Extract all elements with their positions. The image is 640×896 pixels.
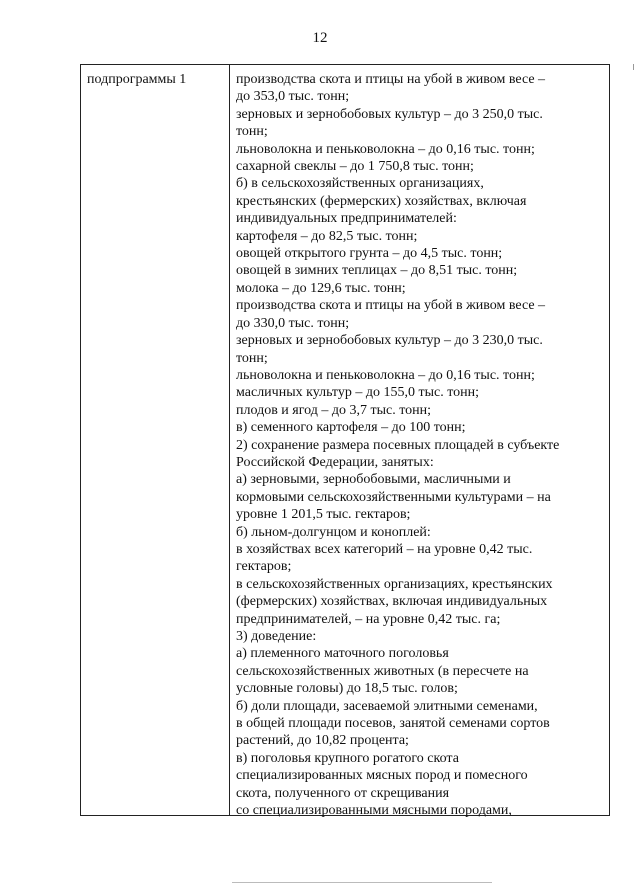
- scan-edge-mark: [633, 64, 634, 70]
- text-line: картофеля – до 82,5 тыс. тонн;: [236, 228, 418, 244]
- text-line: зерновых и зернобобовых культур – до 3 250,0 тыс.: [236, 106, 543, 122]
- text-line: 3) доведение:: [236, 629, 317, 644]
- left-cell-label: подпрограммы 1: [87, 72, 187, 87]
- text-line: в общей площади посевов, занятой семенами сортов: [236, 716, 550, 732]
- text-line: предпринимателей, – на уровне 0,42 тыс. га;: [236, 611, 501, 627]
- text-line: а) зерновыми, зернобобовыми, масличными и: [236, 472, 511, 488]
- text-line: в) поголовья крупного рогатого скота: [236, 750, 459, 766]
- text-line: гектаров;: [236, 559, 292, 575]
- text-line: Российской Федерации, занятых:: [236, 454, 434, 470]
- text-line: тонн;: [236, 350, 268, 366]
- text-line: (фермерских) хозяйствах, включая индивидуальных: [236, 594, 548, 610]
- right-cell-text: [236, 71, 606, 819]
- text-line: уровне 1 201,5 тыс. гектаров;: [236, 507, 411, 523]
- text-line: б) в сельскохозяйственных организациях,: [236, 176, 484, 192]
- text-line: скота, полученного от скрещивания: [236, 785, 450, 801]
- page-number: 12: [312, 30, 328, 46]
- text-line: льноволокна и пеньковолокна – до 0,16 тыс. тонн;: [236, 367, 535, 383]
- text-line: производства скота и птицы на убой в живом весе –: [236, 298, 546, 314]
- text-line: плодов и ягод – до 3,7 тыс. тонн;: [236, 402, 432, 418]
- text-line: овощей в зимних теплицах – до 8,51 тыс. тонн;: [236, 263, 518, 279]
- text-line: до 330,0 тыс. тонн;: [236, 315, 350, 331]
- text-line: крестьянских (фермерских) хозяйствах, включая: [236, 193, 527, 209]
- text-line: б) доли площади, засеваемой элитными семенами,: [236, 698, 538, 714]
- text-line: сельскохозяйственных животных (в пересчете на: [236, 663, 529, 679]
- text-line: тонн;: [236, 124, 268, 140]
- scan-bottom-mark: [232, 882, 492, 883]
- column-divider: [229, 65, 230, 815]
- text-line: со специализированными мясными породами,: [236, 803, 512, 819]
- text-line: овощей открытого грунта – до 4,5 тыс. тонн;: [236, 246, 503, 262]
- text-line: в) семенного картофеля – до 100 тонн;: [236, 420, 466, 436]
- text-line: специализированных мясных пород и помесного: [236, 768, 528, 784]
- text-line: 2) сохранение размера посевных площадей в субъекте: [236, 437, 560, 453]
- text-line: сахарной свеклы – до 1 750,8 тыс. тонн;: [236, 159, 474, 175]
- text-line: б) льном-долгунцом и коноплей:: [236, 524, 431, 540]
- text-line: производства скота и птицы на убой в живом весе –: [236, 72, 546, 87]
- text-line: в сельскохозяйственных организациях, крестьянских: [236, 576, 553, 592]
- text-line: льноволокна и пеньковолокна – до 0,16 тыс. тонн;: [236, 141, 535, 157]
- text-line: до 353,0 тыс. тонн;: [236, 89, 350, 105]
- content-table: [80, 64, 610, 819]
- text-line: а) племенного маточного поголовья: [236, 646, 449, 662]
- text-line: молока – до 129,6 тыс. тонн;: [236, 280, 406, 296]
- text-line: зерновых и зернобобовых культур – до 3 230,0 тыс.: [236, 333, 543, 349]
- text-line: кормовыми сельскохозяйственными культурами – на: [236, 489, 551, 505]
- text-line: в хозяйствах всех категорий – на уровне 0,42 тыс.: [236, 541, 533, 557]
- text-line: масличных культур – до 155,0 тыс. тонн;: [236, 385, 480, 401]
- text-line: индивидуальных предпринимателей:: [236, 211, 457, 227]
- text-line: растений, до 10,82 процента;: [236, 733, 409, 749]
- text-line: условные головы) до 18,5 тыс. голов;: [236, 681, 458, 697]
